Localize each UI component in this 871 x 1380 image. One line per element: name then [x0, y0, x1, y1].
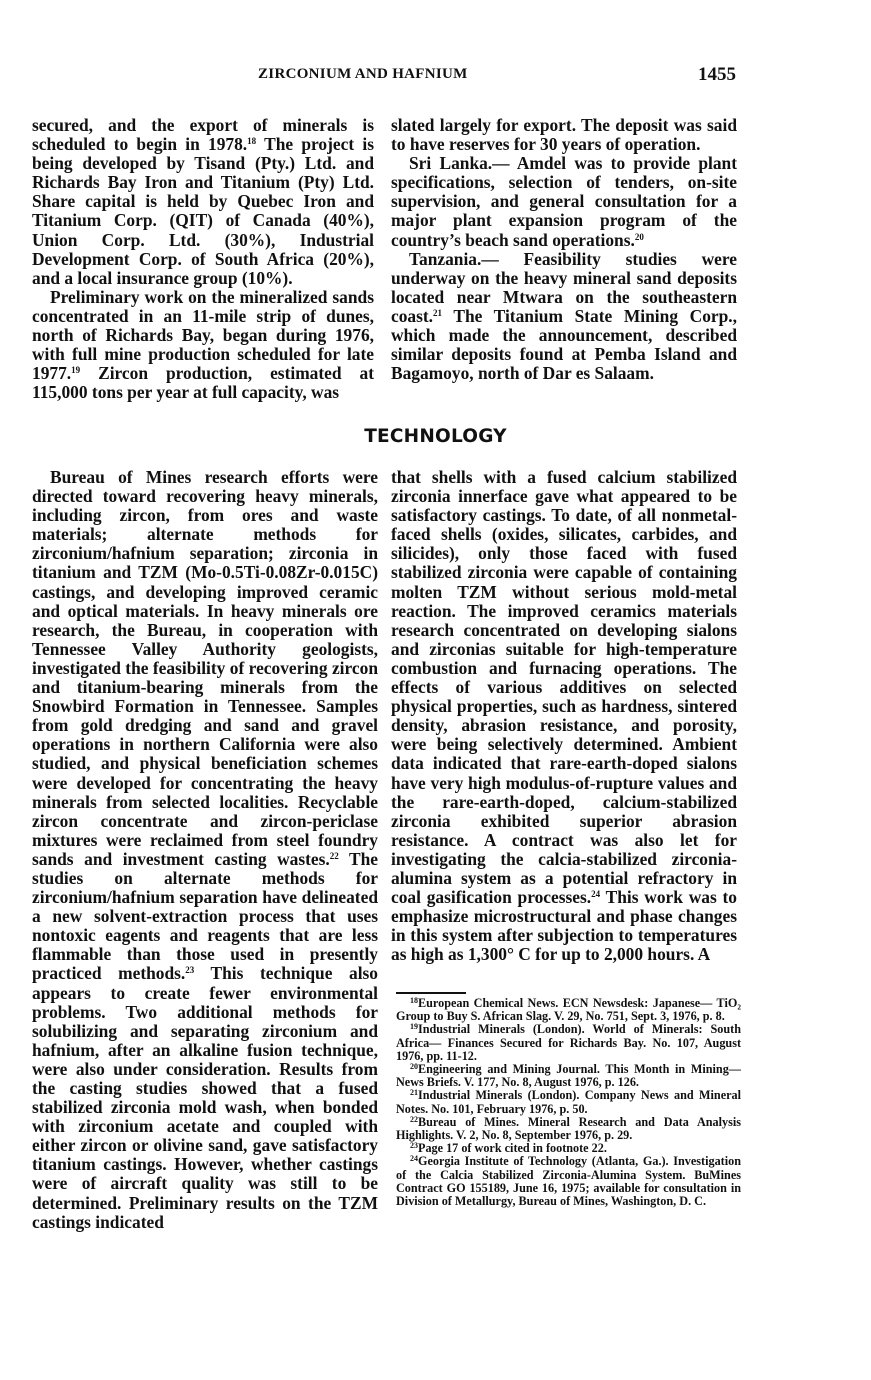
- technology-right-column: [391, 468, 737, 964]
- footnote-number: 21: [410, 1088, 418, 1098]
- country-heading: Tanzania.—: [409, 248, 499, 269]
- footnote-text: European Chemical News. ECN Newsdesk: Japanese— TiO₂ Group to Buy S. African Slag. V. 29, No. 751, Sept. 3, 1976, p. 8.: [396, 996, 741, 1024]
- paragraph-text: This technique also appears to create fewer environmental problems. Two additional methods for solubilizing and separating zirconium and hafnium, after an alkaline fusion technique, were also under consideration. Results from the casting studies showed that a fused stabilized zirconia mold wash, when bonded with zirconium acetate and coupled with either zircon or olivine sand, gave satisfactory titanium castings. However, whether castings were of aircraft quality was still to be determined. Preliminary results on the TZM castings indicated: [32, 963, 378, 1232]
- paragraph-tanzania: [391, 250, 737, 384]
- paragraph-text: slated largely for export. The deposit was said to have reserves for 30 years of operation.: [391, 115, 737, 155]
- footnote: [396, 1155, 741, 1208]
- paragraph-sri-lanka: [391, 154, 737, 249]
- footnote-ref: 21: [433, 307, 443, 318]
- paragraph: [32, 468, 378, 1232]
- paragraph-text: Zircon production, estimated at 115,000 tons per year at full capacity, was: [32, 363, 374, 403]
- paragraph-text: The Titanium State Mining Corp., which made the announcement, described similar deposits found at Pemba Island and Bagamoyo, north of Dar es Salaam.: [391, 305, 737, 384]
- footnote-text: Bureau of Mines. Mineral Research and Data Analysis Highlights. V. 2, No. 8, September 1976, p. 29.: [396, 1114, 741, 1143]
- footnote-number: 20: [410, 1062, 418, 1072]
- paragraph-text: Preliminary work on the mineralized sands concentrated in an 11-mile strip of dunes, north of Richards Bay, began during 1976, with full mine production scheduled for late 1977.: [32, 286, 374, 384]
- footnote: [396, 1116, 741, 1142]
- paragraph-text: Feasibility studies were underway on the heavy mineral sand deposits located near Mtwara on the southeastern coast.: [391, 248, 737, 326]
- footnote-text: Page 17 of work cited in footnote 22.: [418, 1141, 607, 1156]
- footnote-text: Industrial Minerals (London). Company News and Mineral Notes. No. 101, February 1976, p. 50.: [396, 1088, 741, 1116]
- footnote-number: 22: [410, 1114, 418, 1124]
- footnote-ref: 22: [329, 850, 339, 861]
- top-right-column: [391, 116, 737, 383]
- footnotes: [396, 997, 741, 1208]
- paragraph: [32, 288, 374, 403]
- footnote-number: 19: [410, 1022, 418, 1032]
- section-heading: TECHNOLOGY: [364, 426, 507, 447]
- paragraph-text: that shells with a fused calcium stabilized zirconia innerface gave what appeared to be satisfactory castings. To date, of all nonmetal-faced shells (oxides, silicates, carbides, and silicides), only those faced with fused stabilized zirconia were capable of containing molten TZM without serious mold-metal reaction. The improved ceramics materials research concentrated on developing sialons and zirconias suitable for high-temperature combustion and furnacing operations. The effects of various additives on selected physical properties, such as hardness, sintered density, abrasion resistance, and porosity, were being selectively determined. Ambient data indicated that rare-earth-doped sialons have very high modulus-of-rupture values and the rare-earth-doped, calcium-stabilized zirconia exhibited superior abrasion resistance. A contract was also let for investigating the calcia-stabilized zirconia-alumina system as a potential refractory in coal gasification processes.: [391, 467, 737, 908]
- footnote-rule: [396, 992, 466, 994]
- footnote-ref: 23: [185, 965, 195, 976]
- paragraph-text: This work was to emphasize microstructural and phase changes in this system after subjection to temperatures as high as 1,300° C for up to 2,000 hours. A: [391, 887, 737, 965]
- top-left-column: [32, 116, 374, 402]
- technology-left-column: [32, 468, 378, 1232]
- running-header: [0, 64, 871, 90]
- footnote-ref: 19: [71, 365, 81, 376]
- paragraph-text: Bureau of Mines research efforts were directed toward recovering heavy minerals, including zircon, from ores and waste materials; alternate methods for zirconium/hafnium separation; zirconia in titanium and TZM (Mo-0.5Ti-0.08Zr-0.015C) castings, and developing improved ceramic and optical materials. In heavy minerals ore research, the Bureau, in cooperation with Tennessee Valley Authority geologists, investigated the feasibility of recovering zircon and titanium-bearing minerals from the Snowbird Formation in Tennessee. Samples from gold dredging and sand and gravel operations in northern California were also studied, and physical beneficiation schemes were developed for concentrating the heavy minerals from selected localities. Recyclable zircon concentrate and zircon-periclase mixtures were reclaimed from steel foundry sands and investment casting wastes.: [32, 467, 378, 869]
- footnote-number: 24: [410, 1154, 418, 1164]
- footnote-number: 23: [410, 1141, 418, 1151]
- footnote-ref: 24: [591, 889, 601, 900]
- paragraph-text: Amdel was to provide plant specifications, selection of tenders, on-site supervision, and general consultation for a major plant expansion program of the country’s beach sand operations.: [391, 153, 737, 250]
- footnote: [396, 1063, 741, 1089]
- footnote: [396, 1089, 741, 1115]
- footnote-ref: 18: [247, 136, 257, 147]
- country-heading: Sri Lanka.—: [409, 153, 510, 174]
- footnote: [396, 1023, 741, 1063]
- paragraph-text: secured, and the export of minerals is scheduled to begin in 1978.: [32, 115, 374, 155]
- footnote-text: Engineering and Mining Journal. This Month in Mining— News Briefs. V. 177, No. 8, August 1976, p. 126.: [396, 1062, 741, 1090]
- paragraph: [32, 116, 374, 288]
- paragraph-text: The studies on alternate methods for zirconium/hafnium separation have delineated a new solvent-extraction process that uses nontoxic eagents and reagents that are less flammable than those used in presently practiced methods.: [32, 848, 379, 984]
- paragraph: [391, 116, 737, 154]
- footnote: [396, 997, 741, 1023]
- page-number: 1455: [698, 64, 736, 85]
- footnote-text: Industrial Minerals (London). World of Minerals: South Africa— Finances Secured for Richards Bay. No. 107, August 1976, pp. 11-12.: [396, 1022, 741, 1063]
- paragraph-text: The project is being developed by Tisand (Pty.) Ltd. and Richards Bay Iron and Titanium (Pty) Ltd. Share capital is held by Quebec Iron and Titanium Corp. (QIT) of Canada (40%), Union Corp. Ltd. (30%), Industrial Development Corp. of South Africa (20%), and a local insurance group (10%).: [32, 134, 374, 288]
- footnote-text: Georgia Institute of Technology (Atlanta, Ga.). Investigation of the Calcia Stabilized Zirconia-Alumina System. BuMines Contract GO 155189, June 16, 1975; available for consultation in Division of Metallurgy, Bureau of Mines, Washington, D. C.: [396, 1154, 741, 1209]
- footnote-ref: 20: [634, 231, 644, 242]
- paragraph: [391, 468, 737, 964]
- running-title: ZIRCONIUM AND HAFNIUM: [258, 66, 468, 82]
- footnote-number: 18: [410, 996, 418, 1005]
